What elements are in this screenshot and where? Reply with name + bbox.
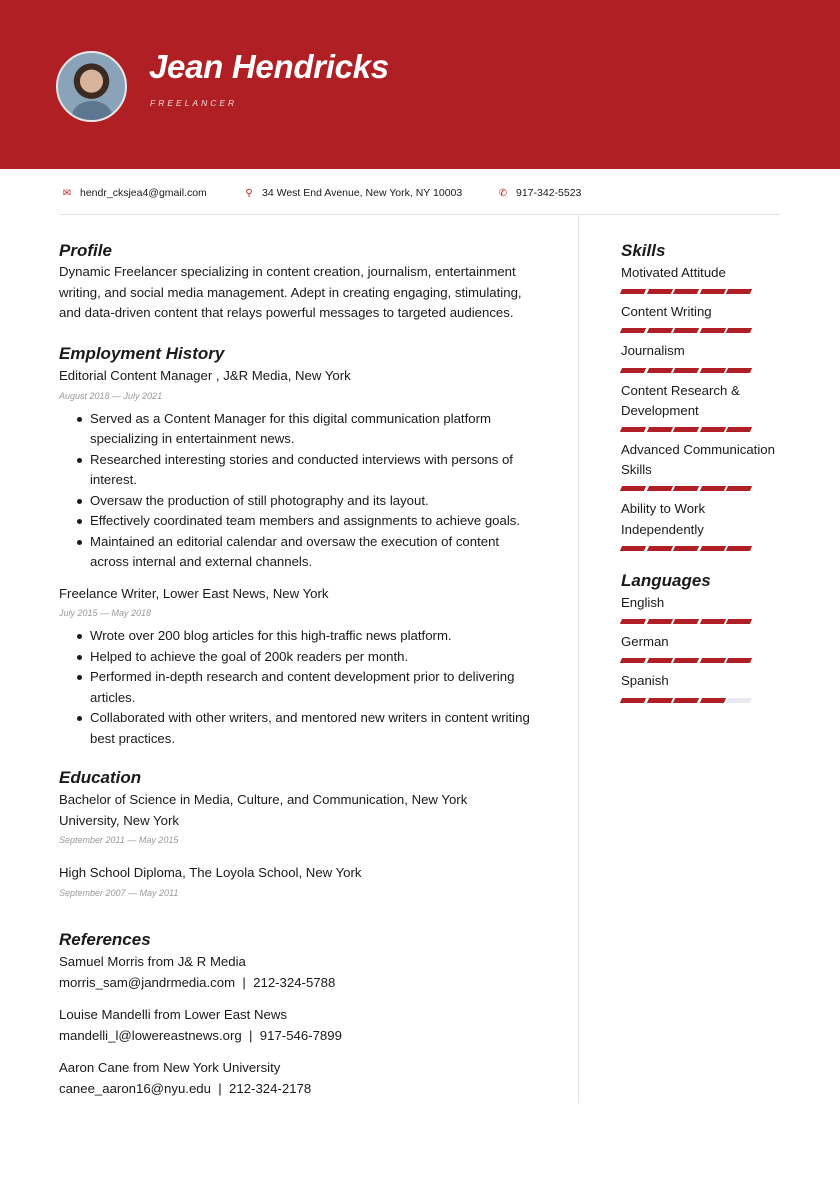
skill-label: German [621,634,669,650]
level-segment [620,289,646,294]
section-heading: Skills [621,241,666,260]
skill-label: Ability to Work Independently [621,501,706,537]
profile-text: Dynamic Freelancer specializing in content creation, journalism, entertainment writing, and social media management. Adept in creating engaging, stimulating, and data-driven content that relays powerful messages to targeted audiences. [59,264,522,320]
level-segment [646,658,672,663]
level-segment [726,546,752,551]
reference-name: Aaron Cane from New York University [59,1060,281,1075]
degree-title: Bachelor of Science in Media, Culture, and Communication, New York University, New York [59,792,468,828]
skill-label: Content Research & Development [621,382,740,418]
level-segment [699,328,725,333]
bullet-item: Helped to achieve the goal of 200k readers per month. [90,647,539,668]
bullet-item: Researched interesting stories and conducted interviews with persons of interest. [90,450,539,491]
level-segment [699,546,725,551]
section-heading: Profile [59,241,112,260]
education-section [59,767,539,906]
level-segment [673,328,699,333]
degree-dates: September 2011 — May 2015 [59,835,179,845]
job-dates: July 2015 — May 2018 [59,608,152,618]
level-segment [620,658,646,663]
level-segment [646,368,672,373]
level-segment [646,328,672,333]
level-segment [620,368,646,373]
skill-level-bar [621,613,791,631]
level-segment [646,546,672,551]
level-segment [673,619,699,624]
level-segment [620,619,646,624]
skill-level-bar [621,540,791,558]
reference-contact: mandelli_l@lowereastnews.org | 917-546-7899 [59,1027,342,1043]
skill-label: Motivated Attitude [621,265,726,280]
level-segment [726,619,752,624]
level-segment [673,427,699,432]
job-bullets [59,409,539,573]
level-segment [620,698,646,703]
job-title: Freelance Writer, Lower East News, New York [59,585,329,601]
column-divider [578,215,579,1103]
candidate-role: FREELANCER [150,98,238,108]
skill-level-bar [621,692,791,710]
header-banner [0,0,840,169]
level-segment [646,289,672,294]
bullet-item: Oversaw the production of still photography and its layout. [90,491,539,512]
level-segment [673,486,699,491]
level-segment [620,486,646,491]
level-segment [726,368,752,373]
skill-level-bar [621,322,791,340]
level-segment [726,658,752,663]
references-section [59,929,539,1099]
reference-contact: canee_aaron16@nyu.edu | 212-324-2178 [59,1080,312,1096]
skill-label: Advanced Communication Skills [621,442,775,478]
section-heading: Education [59,768,142,787]
job-dates: August 2018 — July 2021 [59,390,163,401]
level-segment [673,698,699,703]
envelope-icon: ✉ [62,187,72,199]
profile-photo [56,51,127,122]
bullet-item: Effectively coordinated team members and assignments to achieve goals. [90,511,539,532]
level-segment [726,328,752,333]
degree-title: High School Diploma, The Loyola School, New York [59,865,362,880]
skill-label: Journalism [621,343,685,359]
level-segment [673,289,699,294]
section-heading: References [59,930,151,949]
level-segment [726,289,752,294]
email-text: hendr_cksjea4@gmail.com [80,187,207,199]
profile-section [59,240,539,324]
map-pin-icon: ⚲ [245,187,253,199]
level-segment [620,328,646,333]
employment-section [59,343,539,749]
level-segment [699,368,725,373]
reference-name: Samuel Morris from J& R Media [59,954,246,969]
level-segment [646,698,672,703]
skill-level-bar [621,652,791,670]
bullet-item: Collaborated with other writers, and mentored new writers in content writing best practices. [90,708,539,749]
degree-dates: September 2007 — May 2011 [59,887,179,898]
bullet-item: Performed in-depth research and content development prior to delivering articles. [90,667,539,708]
level-segment [699,427,725,432]
skill-label: Content Writing [621,304,712,320]
level-segment [699,486,725,491]
level-segment [673,368,699,373]
level-segment [646,486,672,491]
level-segment [673,658,699,663]
level-segment [699,658,725,663]
contact-address [243,187,462,199]
contact-email [61,187,207,199]
candidate-name: Jean Hendricks [149,48,389,85]
address-text: 34 West End Avenue, New York, NY 10003 [262,187,463,199]
languages-section [621,570,791,710]
level-segment [646,427,672,432]
section-heading: Employment History [59,344,225,363]
bullet-item: Wrote over 200 blog articles for this high-traffic news platform. [90,626,539,647]
divider [59,214,780,215]
skill-level-bar [621,362,791,380]
level-segment [699,698,725,703]
section-heading: Languages [621,571,711,590]
contact-phone [497,187,581,199]
skill-label: Spanish [621,673,669,689]
skill-level-bar [621,421,791,439]
level-segment [673,546,699,551]
bullet-item: Maintained an editorial calendar and oversaw the execution of content across internal and external channels. [90,532,539,573]
skill-label: English [621,595,665,610]
level-segment [726,698,752,703]
phone-text: 917-342-5523 [516,187,582,199]
job-title: Editorial Content Manager , J&R Media, New York [59,368,351,383]
level-segment [726,427,752,432]
level-segment [620,546,646,551]
level-segment [699,619,725,624]
bullet-item: Served as a Content Manager for this digital communication platform specializing in entertainment news. [90,409,539,450]
reference-name: Louise Mandelli from Lower East News [59,1007,287,1022]
skill-level-bar [621,283,791,301]
level-segment [620,427,646,432]
phone-icon: ✆ [498,187,508,199]
level-segment [726,486,752,491]
level-segment [646,619,672,624]
reference-contact: morris_sam@jandrmedia.com | 212-324-5788 [59,974,336,990]
job-bullets [59,626,539,749]
skills-section [621,240,791,558]
level-segment [699,289,725,294]
skill-level-bar [621,480,791,498]
